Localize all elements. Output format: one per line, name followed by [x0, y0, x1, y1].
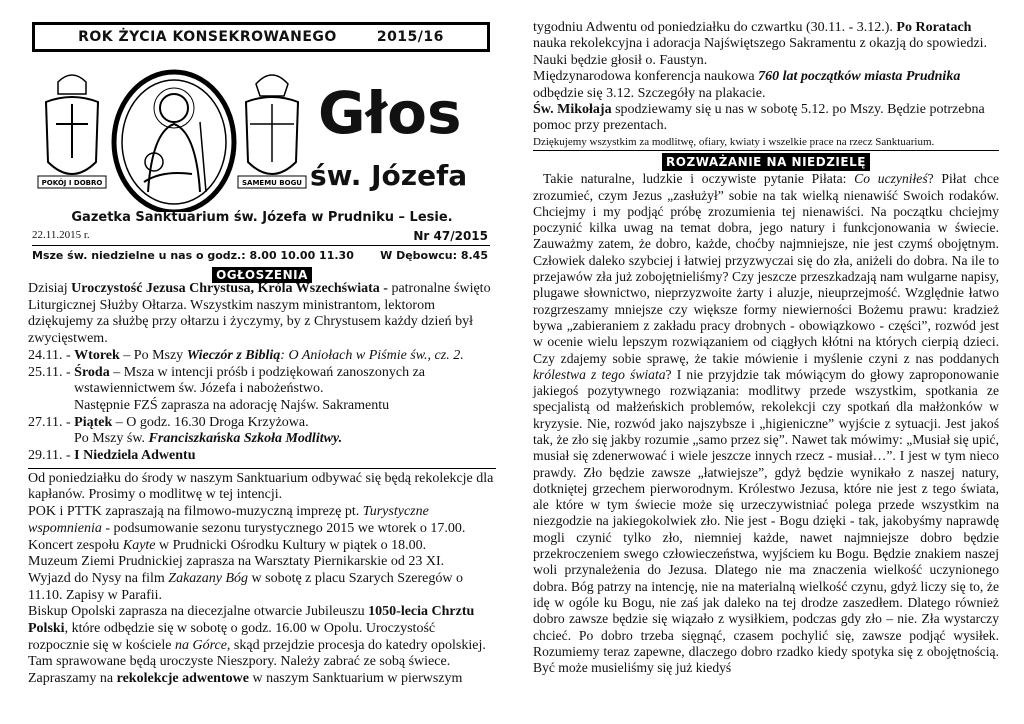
announcement-friday: 27.11. - Piątek – O godz. 16.30 Droga Krzyżowa. [28, 414, 309, 430]
announcement-wednesday: 25.11. - Środa – Msza w intencji próśb i podziękowań zanoszonych za [28, 364, 425, 380]
newsletter-title: Głos [318, 79, 462, 147]
announcements-heading: OGŁOSZENIA [212, 267, 312, 283]
announcement-conference: Międzynarodowa konferencja naukowa 760 lat początków miasta Prudnika odbędzie się 3.12. Szczegóły na plakacie. [533, 69, 961, 101]
announcement-wednesday-line3: Następnie FZŚ zaprasza na adorację Najśw. Sakramentu [74, 397, 390, 413]
announcement-jubilee: Biskup Opolski zaprasza na diecezjalne otwarcie Jubileuszu 1050-lecia Chrztu Polski, które odbędzie się w sobotę o godz. 16.00 w Opolu. Uroczystość rozpocznie się w kościele na Górce, skąd przejdzie procesja do katedry opolskiej. Tam sprawowane będą uroczyste Nieszpory. Należy zabrać ze sobą świece. [28, 604, 486, 670]
announcement-tuesday: 24.11. - Wtorek – Po Mszy Wieczór z Biblią: O Aniołach w Piśmie św., cz. 2. [28, 347, 464, 363]
st-joseph-icon [114, 72, 234, 212]
mass-times-debowiec: W Dębowcu: 8.45 [380, 249, 488, 262]
divider [28, 468, 496, 469]
mass-times-sunday: Msze św. niedzielne u nas o godz.: 8.00 10.00 11.30 [32, 249, 354, 262]
thanks-note: Dziękujemy wszystkim za modlitwę, ofiary, kwiaty i wszelkie prace na rzecz Sanktuarium. [533, 135, 935, 148]
announcement-advent-retreat: Zapraszamy na rekolekcje adwentowe w naszym Sanktuarium w pierwszym [28, 671, 463, 687]
announcement-film: Wyjazd do Nysy na film Zakazany Bóg w sobotę z placu Szarych Szeregów o 11.10. Zapisy w Parafii. [28, 570, 463, 603]
right-motto: SAMEMU BOGU [241, 179, 303, 187]
announcement-museum: Muzeum Ziemi Prudnickiej zaprasza na Warsztaty Piernikarskie od 23 XI. [28, 554, 445, 570]
reflection-heading: ROZWAŻANIE NA NIEDZIELĘ [662, 153, 870, 171]
issue-date: 22.11.2015 r. [32, 229, 90, 241]
left-motto: POKÓJ I DOBRO [41, 179, 103, 187]
announcement-wednesday-line2: wstawiennictwem św. Józefa i nabożeństwo. [74, 381, 324, 397]
newsletter-title-saint: św. Józefa [310, 159, 468, 192]
announcement-roraty: tygodniu Adwentu od poniedziałku do czwartku (30.11. - 3.12.). Po Roratach nauka rekolekcyjna i adoracja Najświętszego Sakramentu z okazją do spowiedzi. Nauki będzie głosił o. Faustyn. [533, 20, 988, 68]
announcement-friday-line2: Po Mszy św. Franciszkańska Szkoła Modlitwy. [74, 431, 343, 447]
announcement-sunday: 29.11. - I Niedziela Adwentu [28, 448, 196, 464]
year-number: 2015/16 [376, 29, 444, 45]
year-banner [32, 22, 490, 52]
divider [533, 150, 999, 151]
franciscan-arms-icon [38, 75, 106, 188]
year-title: ROK ŻYCIA KONSEKROWANEGO [78, 29, 337, 45]
announcement-concert: Koncert zespołu Kayte w Prudnicki Ośrodku Kultury w piątek o 18.00. [28, 537, 427, 553]
subtitle: Gazetka Sanktuarium św. Józefa w Prudniku – Lesie. [71, 210, 453, 225]
right-column [533, 20, 999, 720]
announcement-st-nicholas: Św. Mikołaja spodziewamy się u nas w sobotę 5.12. po Mszy. Będzie potrzebna pomoc przy prezentach. [533, 102, 985, 134]
sanctuary-emblem [32, 62, 316, 212]
bishop-arms-icon [238, 75, 306, 188]
dateline [32, 229, 490, 246]
announcement-pttk: POK i PTTK zapraszają na filmowo-muzyczną imprezę pt. Turystyczne wspomnienia - podsumowanie sezonu turystycznego 2015 we wtorek o 17.00. [28, 504, 466, 536]
reflection-text: Takie naturalne, ludzkie i oczywiste pytanie Piłata: Co uczyniłeś? Piłat chce zrozumieć, czym Jezus „zasłużył” sobie na tak wielką nienawiść Swoich rodaków. Chciejmy i my podjąć próbę zrozumienia tej nienawiści. Na początku chciejmy poczynić kilka uwag na temat dobra, jego natury i funkcjonowania w świecie. Zauważmy zatem, że dobro, każde, choćby najmniejsze, nie jest czymś obojętnym. Człowiek daleko szybciej i łatwiej przyzwyczai się do zła, aniżeli do dobra. Na ile to przejawów zła już zobojętnieliśmy? Czy jeszcze przeszkadzają nam wulgarne napisy, plugawe słownictwo, nieprzyzwoite żarty i aluzje, nieuprzejmość. Względnie łatwo rozgrzeszamy mniejsze czy większe formy niewierności Bożemu prawu: kradzież bywa „zabieraniem z zakładu pracy drobnych - obowiązkowo - części”, rozwód jest w ocenie wielu lepszym rozwiązaniem od ciągłych kłótni na których cierpią dzieci. Czy zdajemy sobie sprawę, że takie mówienie i myślenie czyni z nas poddanych królestwa z tego świata? I nie przyjdzie tak mówiącym do głowy zaproponowanie jakiegoś pozytywnego rozwiązania: modlitwy przede wszystkim, spotkania ze specjalistą od małżeńskich problemów, rekolekcji czy spotkań dla małżonków w kryzysie. Nie, rozwód jako najszybsze i „higieniczne” wyjście z sytuacji. Jest jakoś tak, że zło się jakby rozumie „samo przez się”. Nawet tak mówimy: „Musiał się upić, musiał się zdenerwować i wiele jeszcze innych rzecz - musiał…”. I jest w tym nieco prawdy. Zło będzie zawsze „łatwiejsze”, gdyż będzie wynikało z naszej natury, dotkniętej grzechem pierworodnym. Królestwo Jezusa, które nie jest z tego świata, ale które w tym świecie może się urzeczywistniać polega przede wszystkim na niezgodzie na jakiegokolwiek zło. Nie jest - Bogu dzięki - tak, jakobyśmy naprawdę mogli czynić tylko zło, niemniej każde, nawet najmniejsze dobro będzie przekroczeniem swego człowieczeństwa, wyjściem ku Bogu. Będzie znakiem naszej woli przynależenia do Jezusa. Dlatego nie ma znaczenia wielkość uczynionego dobra. Bóg patrzy na intencję, nie na materialną wielkość czynu, gdyż liczy się to, że idę w ogóle ku Bogu, nie zaś jak daleko na tej drodze zaszedłem. Dlatego również dobro zawsze będzie się wiązało z wysiłkiem, podczas gdy zło – nie. Zła wystarczy chcieć. Po dobro trzeba sięgnąć, czasem pochylić się, zawsze podjąć wysiłek. Rozumiemy teraz zapewne, dlaczego dobro rzadko kiedy spotyka się z obojętnością. Być może musieliśmy się już kiedyś [533, 171, 999, 676]
mass-times [32, 249, 490, 262]
announcement-intro: Dzisiaj Uroczystość Jezusa Chrystusa, Króla Wszechświata - patronalne święto Liturgicznej Służby Ołtarza. Wszystkim naszym ministrantom, lektorom dziękujemy za służbę przy ołtarzu i życzymy, by z Chrystusem każdy dzień był zwycięstwem. [28, 281, 491, 347]
announcement-retreat-priests: Od poniedziałku do środy w naszym Sanktuarium odbywać się będą rekolekcje dla kapłanów. Prosimy o modlitwę w tej intencji. [28, 470, 494, 503]
left-column [28, 22, 496, 717]
issue-number: Nr 47/2015 [413, 229, 488, 243]
announcements-body [28, 281, 496, 688]
